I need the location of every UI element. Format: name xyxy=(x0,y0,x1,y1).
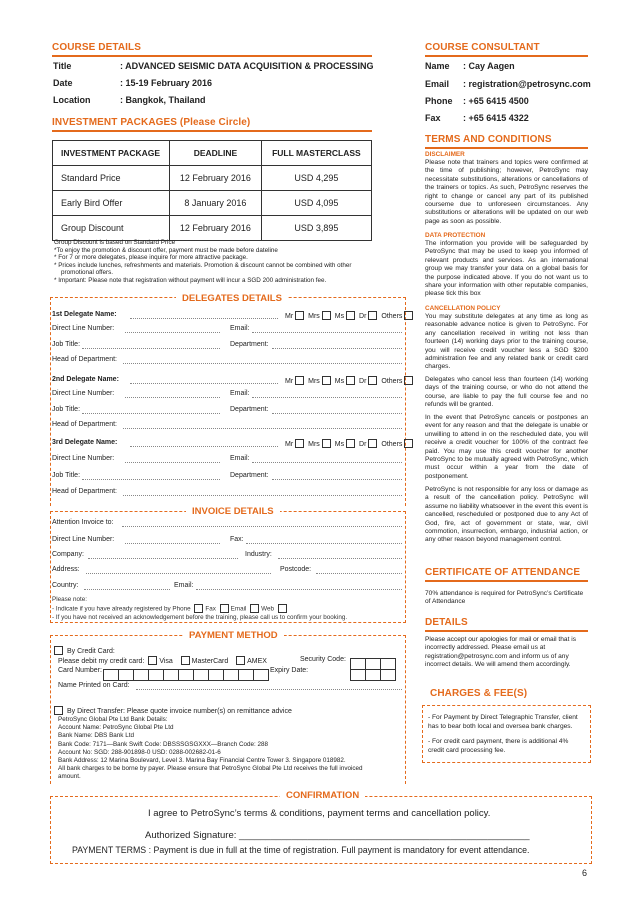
cancellation-title: CANCELLATION POLICY xyxy=(425,305,501,312)
investment-table xyxy=(52,140,372,241)
digit-box[interactable] xyxy=(163,669,179,681)
delegate-1-email-label: Email: xyxy=(230,325,250,332)
invoice-email-field[interactable] xyxy=(196,589,402,590)
name-on-card-label: Name Printed on Card: xyxy=(58,682,130,689)
checkbox[interactable] xyxy=(346,376,355,385)
consultant-email-value[interactable]: : registration@petrosync.com xyxy=(463,79,591,89)
package-price: USD 4,095 xyxy=(261,191,371,216)
checkbox[interactable] xyxy=(322,376,331,385)
cancellation-text-2: Delegates who cancel less than fourteen (14) working days of the training course, or who do not attend the course, are liable to pay the full course fee and no refunds will be granted. xyxy=(425,376,588,409)
card-number-label: Card Number: xyxy=(58,667,102,674)
invoice-note-line1 xyxy=(52,604,347,614)
delegate-3-hod-label: Head of Department: xyxy=(52,488,117,495)
package-price: USD 3,895 xyxy=(261,216,371,241)
digit-box[interactable] xyxy=(208,669,224,681)
bank-line: PetroSync Global Pte Ltd Bank Details: xyxy=(58,716,168,723)
consultant-fax-label: Fax xyxy=(425,113,441,123)
delegate-3-heading: 3rd Delegate Name: xyxy=(52,439,118,446)
checkbox[interactable] xyxy=(236,656,245,665)
digit-box[interactable] xyxy=(148,669,164,681)
invoice-fax-field[interactable] xyxy=(246,543,402,544)
invoice-note-title: Please note: xyxy=(52,596,88,603)
consultant-fax-value: : +65 6415 4322 xyxy=(463,113,529,123)
cancellation-text-4: PetroSync is not responsible for any loss or damage as a result of the cancellation policy. PetroSync will assume no liability whatsoever in the event this event is cancelled, rescheduled or postponed due to any Act of God, fire, act of government or state, war, civil commotion, insurrection, embargo, industrial action, or any other reason beyond management control. xyxy=(425,486,588,544)
investment-header-package: INVESTMENT PACKAGE xyxy=(53,141,170,166)
checkbox[interactable] xyxy=(368,439,377,448)
consultant-phone-label: Phone xyxy=(425,96,453,106)
bank-line: amount. xyxy=(58,773,81,781)
checkbox[interactable] xyxy=(295,439,304,448)
checkbox[interactable] xyxy=(148,656,157,665)
invoice-direct-line-label: Direct Line Number: xyxy=(52,536,115,543)
certificate-title: CERTIFICATE OF ATTENDANCE xyxy=(425,567,581,578)
credit-label: By Credit Card: xyxy=(66,647,115,655)
invoice-direct-line-field[interactable] xyxy=(125,543,220,544)
delegate-1-name-field[interactable] xyxy=(130,318,278,319)
security-code-label: Security Code: xyxy=(300,656,346,663)
digit-box[interactable] xyxy=(103,669,119,681)
package-deadline: 12 February 2016 xyxy=(170,216,262,241)
credit-card-types xyxy=(58,656,267,666)
invoice-industry-label: Industry: xyxy=(245,551,272,558)
cancellation-text-1: You may substitute delegates at any time as long as reasonable advance notice is given to PetroSync. For any cancellation received in writing not less than fourteen (14) working days prior to the training course, you will receive credit voucher less a SGD $200 administration fee and any related bank or credit card charges. xyxy=(425,313,588,371)
bank-details xyxy=(58,716,363,782)
investment-note: *To enjoy the promotion & discount offer, payment must be made before dateline xyxy=(54,246,278,254)
disclaimer-text: Please note that trainers and topics were confirmed at the time of publishing; however, PetroSync may necessitate substitutions, alterations or cancellations of the trainers or topics. As such, PetroSync reserves the right to change or cancel any part of its published courseme due to unforeseen circumstances. Any substitutions or alterations will be updated on our web page as soon as possible. xyxy=(425,159,588,225)
digit-box[interactable] xyxy=(253,669,269,681)
delegate-2-heading: 2nd Delegate Name: xyxy=(52,376,119,383)
investment-note: promotional offers. xyxy=(61,269,114,277)
checkbox[interactable] xyxy=(404,376,413,385)
delegate-1-hod-label: Head of Department: xyxy=(52,356,117,363)
investment-note: * Prices include lunches, refreshments and materials. Promotion & discount cannot be combined with other xyxy=(54,261,352,269)
salutation-ms: Ms xyxy=(334,440,345,448)
invoice-company-label: Company: xyxy=(52,551,84,558)
delegate-3-name-field[interactable] xyxy=(130,446,278,447)
terms-rule xyxy=(425,147,588,149)
salutation-mr: Mr xyxy=(285,440,294,448)
course-location-value: : Bangkok, Thailand xyxy=(120,95,206,105)
delegate-2-email-label: Email: xyxy=(230,390,250,397)
invoice-fax-label: Fax: xyxy=(230,536,244,543)
consultant-email-label: Email xyxy=(425,79,450,89)
delegate-2-hod-label: Head of Department: xyxy=(52,421,117,428)
course-location-label: Location xyxy=(53,95,91,105)
checkbox[interactable] xyxy=(322,439,331,448)
package-name: Standard Price xyxy=(53,166,170,191)
checkbox[interactable] xyxy=(368,376,377,385)
delegate-2-job-field[interactable] xyxy=(82,413,220,414)
salutation-mrs: Mrs xyxy=(308,377,320,385)
checkbox[interactable] xyxy=(295,376,304,385)
delegate-2-direct-line-field[interactable] xyxy=(125,397,220,398)
course-consultant-rule xyxy=(425,55,588,57)
mastercard-label: MasterCard xyxy=(191,657,229,665)
debit-text: Please debit my credit card: xyxy=(58,657,145,665)
delegate-3-salutation[interactable] xyxy=(285,439,415,449)
checkbox[interactable] xyxy=(54,646,63,655)
data-protection-title: DATA PROTECTION xyxy=(425,232,486,239)
delegate-1-department-label: Department: xyxy=(230,341,269,348)
bank-line: Account Name: PetroSync Global Pte Ltd xyxy=(58,724,174,732)
expiry-label: Expiry Date: xyxy=(270,667,309,674)
delegate-1-direct-line-field[interactable] xyxy=(125,332,220,333)
delegate-3-department-label: Department: xyxy=(230,472,269,479)
amex-label: AMEX xyxy=(247,657,267,665)
delegate-1-heading: 1st Delegate Name: xyxy=(52,311,117,318)
checkbox[interactable] xyxy=(368,311,377,320)
package-deadline: 12 February 2016 xyxy=(170,166,262,191)
investment-notes xyxy=(54,239,352,285)
investment-header-row xyxy=(53,141,372,166)
salutation-others: Others xyxy=(381,377,403,385)
investment-row[interactable] xyxy=(53,191,372,216)
course-details-rule xyxy=(52,55,372,57)
course-date-label: Date xyxy=(53,78,73,88)
salutation-dr: Dr xyxy=(359,312,367,320)
checkbox[interactable] xyxy=(346,311,355,320)
details-rule xyxy=(425,630,588,632)
bank-line: Bank Name: DBS Bank Ltd xyxy=(58,732,134,740)
payment-terms: PAYMENT TERMS : Payment is due in full at the time of registration. Full payment is mandatory for event attendance. xyxy=(72,845,530,855)
disclaimer-title: DISCLAIMER xyxy=(425,151,465,158)
digit-box[interactable] xyxy=(380,669,396,681)
invoice-address-field[interactable] xyxy=(86,573,271,574)
invoice-country-field[interactable] xyxy=(84,589,170,590)
delegate-2-email-field[interactable] xyxy=(252,397,402,398)
visa-label: Visa xyxy=(159,657,173,665)
digit-box[interactable] xyxy=(223,669,239,681)
digit-box[interactable] xyxy=(365,669,381,681)
delegate-1-department-field[interactable] xyxy=(272,348,402,349)
details-title: DETAILS xyxy=(425,617,468,628)
delegate-2-department-label: Department: xyxy=(230,406,269,413)
digit-box[interactable] xyxy=(193,669,209,681)
note-fax: Fax xyxy=(205,605,216,613)
checkbox[interactable] xyxy=(250,604,259,613)
salutation-mrs: Mrs xyxy=(308,312,320,320)
delegate-3-job-label: Job Title: xyxy=(52,472,81,479)
certificate-rule xyxy=(425,580,588,582)
course-date-value: : 15-19 February 2016 xyxy=(120,78,213,88)
investment-row[interactable] xyxy=(53,216,372,241)
digit-box[interactable] xyxy=(178,669,194,681)
salutation-mr: Mr xyxy=(285,312,294,320)
payment-credit-option[interactable] xyxy=(52,646,115,656)
invoice-postcode-field[interactable] xyxy=(316,573,402,574)
delegate-2-salutation[interactable] xyxy=(285,376,415,386)
data-protection-text: The information you provide will be safeguarded by PetroSync that may be used to keep you informed of relevant products and services. As an international group we may transfer your data on a global basis for the purpose indicated above. If you do not want us to share your information with other reputable companies, please tick this box xyxy=(425,240,588,298)
note-text: - Indicate if you have already registered by Phone xyxy=(52,605,191,613)
checkbox[interactable] xyxy=(404,439,413,448)
checkbox[interactable] xyxy=(54,706,63,715)
note-web: Web xyxy=(261,605,274,613)
delegate-3-direct-line-field[interactable] xyxy=(125,462,220,463)
delegate-3-job-field[interactable] xyxy=(82,479,220,480)
digit-box[interactable] xyxy=(238,669,254,681)
name-on-card-field[interactable] xyxy=(136,689,402,690)
invoice-title: INVOICE DETAILS xyxy=(186,506,280,517)
salutation-dr: Dr xyxy=(359,440,367,448)
package-name: Group Discount xyxy=(53,216,170,241)
checkbox[interactable] xyxy=(404,311,413,320)
charges-item-1: - For Payment by Direct Telegraphic Transfer, client has to bear both local and oversea bank charges. xyxy=(428,714,578,730)
delegate-1-job-label: Job Title: xyxy=(52,341,81,348)
invoice-note xyxy=(52,596,347,622)
transfer-label: By Direct Transfer: Please quote invoice number(s) on remittance advice xyxy=(66,707,292,715)
authorized-signature[interactable]: Authorized Signature: _______________________________________________________ xyxy=(145,830,530,841)
course-consultant-title: COURSE CONSULTANT xyxy=(425,42,540,53)
expiry-field[interactable] xyxy=(350,666,395,684)
details-text: Please accept our apologies for mail or email that is incorrectly addressed. Please email us at registration@petrosync.com and inform us of any incorrect details. We will amend them accordingly. xyxy=(425,636,576,669)
delegates-title: DELEGATES DETAILS xyxy=(176,293,288,304)
confirmation-title: CONFIRMATION xyxy=(280,790,365,801)
digit-box[interactable] xyxy=(133,669,149,681)
invoice-attention-field[interactable] xyxy=(122,526,402,527)
cancellation-text-3: In the event that PetroSync cancels or postpones an event for any reason and that the delegate is unable or unwilling to attend in on the rescheduled date, you will receive a credit voucher for 100% of the contract fee paid. You may use this credit voucher for another PetroSync to be mutually agreed with PetroSync, which must occur within a year from the date of postponement. xyxy=(425,414,588,480)
salutation-dr: Dr xyxy=(359,377,367,385)
delegate-1-salutation[interactable] xyxy=(285,311,415,321)
delegate-2-hod-field[interactable] xyxy=(123,428,402,429)
digit-box[interactable] xyxy=(118,669,134,681)
confirmation-agree: I agree to PetroSync’s terms & conditions, payment terms and cancellation policy. xyxy=(148,808,491,819)
delegate-3-department-field[interactable] xyxy=(272,479,402,480)
delegate-3-email-field[interactable] xyxy=(252,462,402,463)
delegate-1-email-field[interactable] xyxy=(252,332,402,333)
charges-item-2: - For credit card payment, there is additional 4% credit card processing fee. xyxy=(428,738,569,754)
invoice-email-label: Email: xyxy=(174,582,194,589)
invoice-address-label: Address: xyxy=(52,566,80,573)
payment-transfer-option[interactable] xyxy=(52,706,292,716)
investment-note: Group Discount is based on Standard Price xyxy=(54,239,176,246)
delegate-3-direct-line-label: Direct Line Number: xyxy=(52,455,115,462)
course-title-label: Title xyxy=(53,61,72,71)
checkbox[interactable] xyxy=(346,439,355,448)
salutation-ms: Ms xyxy=(334,377,345,385)
bank-line: Bank Code: 7171—Bank Swift Code: DBSSSGSGXXX—Branch Code: 288 xyxy=(58,740,269,748)
investment-rule xyxy=(52,130,372,132)
invoice-note-line2: - If you have not received an acknowledgement before the training, please call us to confirm your booking. xyxy=(52,613,348,621)
consultant-phone-value: : +65 6415 4500 xyxy=(463,96,529,106)
digit-box[interactable] xyxy=(350,669,366,681)
delegate-2-name-field[interactable] xyxy=(130,383,278,384)
delegate-3-hod-field[interactable] xyxy=(123,495,402,496)
bank-line: Account No: SGD: 288-901898-0 USD: 0288-002682-01-6 xyxy=(58,748,221,756)
checkbox[interactable] xyxy=(194,604,203,613)
investment-row[interactable] xyxy=(53,166,372,191)
page-number: 6 xyxy=(582,868,588,878)
invoice-attention-label: Attention Invoice to: xyxy=(52,519,114,526)
investment-header-deadline: DEADLINE xyxy=(170,141,262,166)
charges-title: CHARGES & FEE(S) xyxy=(430,688,528,699)
investment-header-price: FULL MASTERCLASS xyxy=(261,141,371,166)
bank-line: All bank charges to be borne by payer. Please ensure that PetroSync Global Pte Ltd receives the full invoiced xyxy=(58,765,363,773)
salutation-others: Others xyxy=(381,312,403,320)
checkbox[interactable] xyxy=(220,604,229,613)
invoice-country-label: Country: xyxy=(52,582,79,589)
investment-title: INVESTMENT PACKAGES (Please Circle) xyxy=(52,117,251,128)
investment-note: * For 7 or more delegates, please inquire for more attractive package. xyxy=(54,254,248,262)
delegate-1-job-field[interactable] xyxy=(82,348,220,349)
certificate-text: 70% attendance is required for PetroSync’s Certificate of Attendance xyxy=(425,590,584,606)
delegate-1-hod-field[interactable] xyxy=(123,363,402,364)
invoice-postcode-label: Postcode: xyxy=(280,566,312,573)
package-name: Early Bird Offer xyxy=(53,191,170,216)
invoice-industry-field[interactable] xyxy=(278,558,402,559)
salutation-ms: Ms xyxy=(334,312,345,320)
checkbox[interactable] xyxy=(278,604,287,613)
checkbox[interactable] xyxy=(295,311,304,320)
delegate-2-job-label: Job Title: xyxy=(52,406,81,413)
checkbox[interactable] xyxy=(322,311,331,320)
consultant-name-value: : Cay Aagen xyxy=(463,61,515,71)
salutation-mr: Mr xyxy=(285,377,294,385)
checkbox[interactable] xyxy=(181,656,190,665)
delegate-1-direct-line-label: Direct Line Number: xyxy=(52,325,115,332)
invoice-company-field[interactable] xyxy=(88,558,238,559)
package-deadline: 8 January 2016 xyxy=(170,191,262,216)
bank-line: Bank Address: 12 Marina Boulevard, Level 3. Marina Bay Financial Centre Tower 3. Singapore 018982. xyxy=(58,757,346,765)
note-email: Email xyxy=(230,605,247,613)
terms-title: TERMS AND CONDITIONS xyxy=(425,134,552,145)
delegate-2-department-field[interactable] xyxy=(272,413,402,414)
course-details-title: COURSE DETAILS xyxy=(52,42,141,53)
course-title-value: : ADVANCED SEISMIC DATA ACQUISITION & PROCESSING xyxy=(120,61,374,71)
salutation-others: Others xyxy=(381,440,403,448)
salutation-mrs: Mrs xyxy=(308,440,320,448)
delegate-3-email-label: Email: xyxy=(230,455,250,462)
package-price: USD 4,295 xyxy=(261,166,371,191)
payment-title: PAYMENT METHOD xyxy=(183,630,284,641)
investment-note: * Important: Please note that registration without payment will incur a SGD 200 administration fee. xyxy=(54,276,327,284)
delegate-2-direct-line-label: Direct Line Number: xyxy=(52,390,115,397)
consultant-name-label: Name xyxy=(425,61,450,71)
